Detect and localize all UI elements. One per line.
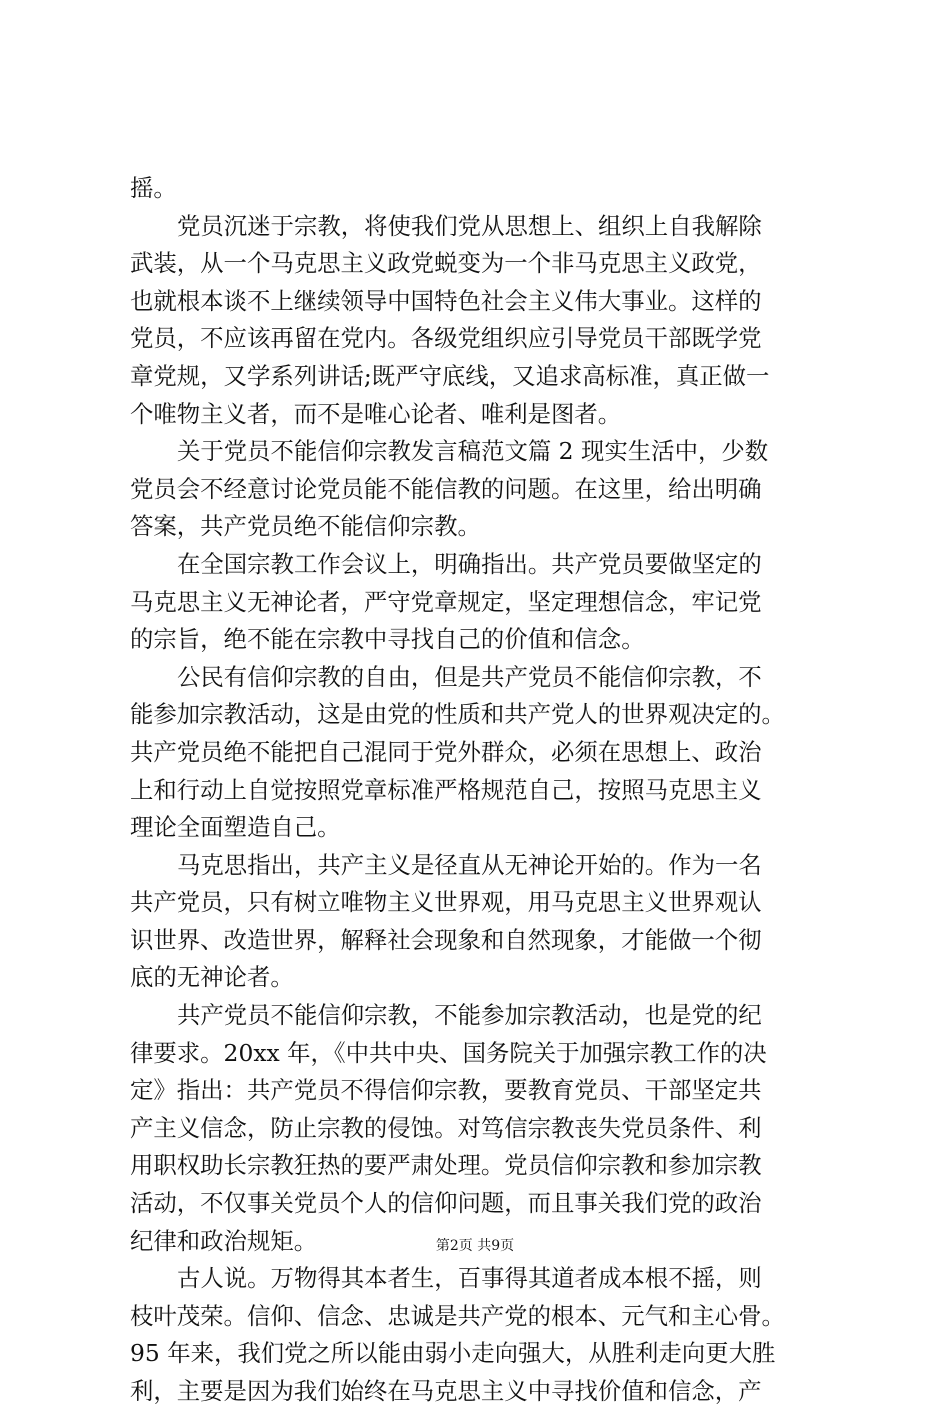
paragraph-3-line-2: 的宗旨，绝不能在宗教中寻找自己的价值和信念。 (130, 625, 645, 654)
paragraph-1-line-1: 武装，从一个马克思主义政党蜕变为一个非马克思主义政党， (130, 249, 762, 278)
paragraph-6-line-1: 律要求。20xx 年，《中共中央、国务院关于加强宗教工作的决 (130, 1038, 767, 1067)
paragraph-4-line-1: 能参加宗教活动，这是由党的性质和共产党人的世界观决定的。 (130, 700, 785, 729)
paragraph-5-line-3: 底的无神论者。 (130, 963, 294, 992)
paragraph-6-line-2: 定》指出：共产党员不得信仰宗教，要教育党员、干部坚定共 (130, 1076, 762, 1105)
paragraph-5-line-2: 识世界、改造世界，解释社会现象和自然现象，才能做一个彻 (130, 925, 762, 954)
paragraph-1-line-5: 个唯物主义者，而不是唯心论者、唯利是图者。 (130, 399, 622, 428)
paragraph-7-line-2: 95 年来，我们党之所以能由弱小走向强大，从胜利走向更大胜 (130, 1339, 776, 1368)
paragraph-2-line-1: 党员会不经意讨论党员能不能信教的问题。在这里，给出明确 (130, 474, 762, 503)
paragraph-4-line-0: 公民有信仰宗教的自由，但是共产党员不能信仰宗教，不 (177, 662, 762, 691)
paragraph-6-line-0: 共产党员不能信仰宗教，不能参加宗教活动，也是党的纪 (177, 1001, 762, 1030)
paragraph-6-line-6: 纪律和政治规矩。 (130, 1226, 318, 1255)
paragraph-2-line-0: 关于党员不能信仰宗教发言稿范文篇 2 现实生活中，少数 (177, 437, 769, 466)
paragraph-7-line-0: 古人说。万物得其本者生，百事得其道者成本根不摇，则 (177, 1264, 762, 1293)
paragraph-2-line-2: 答案，共产党员绝不能信仰宗教。 (130, 512, 481, 541)
paragraph-6-line-4: 用职权助长宗教狂热的要严肃处理。党员信仰宗教和参加宗教 (130, 1151, 762, 1180)
paragraph-7-line-1: 枝叶茂荣。信仰、信念、忠诚是共产党的根本、元气和主心骨。 (130, 1301, 785, 1330)
paragraph-5-line-1: 共产党员，只有树立唯物主义世界观，用马克思主义世界观认 (130, 888, 762, 917)
paragraph-4-line-4: 理论全面塑造自己。 (130, 813, 341, 842)
paragraph-1-line-4: 章党规，又学系列讲话;既严守底线，又追求高标准，真正做一 (130, 361, 770, 390)
paragraph-6-line-3: 产主义信念，防止宗教的侵蚀。对笃信宗教丧失党员条件、利 (130, 1113, 762, 1142)
page-footer: 第2页 共9页 (435, 1238, 515, 1254)
document-body (130, 170, 830, 1411)
paragraph-4-line-3: 上和行动上自觉按照党章标准严格规范自己，按照马克思主义 (130, 775, 762, 804)
paragraph-5-line-0: 马克思指出，共产主义是径直从无神论开始的。作为一名 (177, 850, 762, 879)
paragraph-1-line-3: 党员，不应该再留在党内。各级党组织应引导党员干部既学党 (130, 324, 762, 353)
paragraph-3-line-0: 在全国宗教工作会议上，明确指出。共产党员要做坚定的 (177, 549, 762, 578)
paragraph-1-line-2: 也就根本谈不上继续领导中国特色社会主义伟大事业。这样的 (130, 286, 762, 315)
paragraph-6-line-5: 活动，不仅事关党员个人的信仰问题，而且事关我们党的政治 (130, 1189, 762, 1218)
paragraph-7-line-3: 利，主要是因为我们始终在马克思主义中寻找价值和信念，产 (130, 1377, 762, 1405)
paragraph-4-line-2: 共产党员绝不能把自己混同于党外群众，必须在思想上、政治 (130, 737, 762, 766)
paragraph-1-line-0: 党员沉迷于宗教，将使我们党从思想上、组织上自我解除 (177, 211, 762, 240)
paragraph-3-line-1: 马克思主义无神论者，严守党章规定，坚定理想信念，牢记党 (130, 587, 762, 616)
paragraph-0-line-0: 摇。 (130, 174, 177, 202)
